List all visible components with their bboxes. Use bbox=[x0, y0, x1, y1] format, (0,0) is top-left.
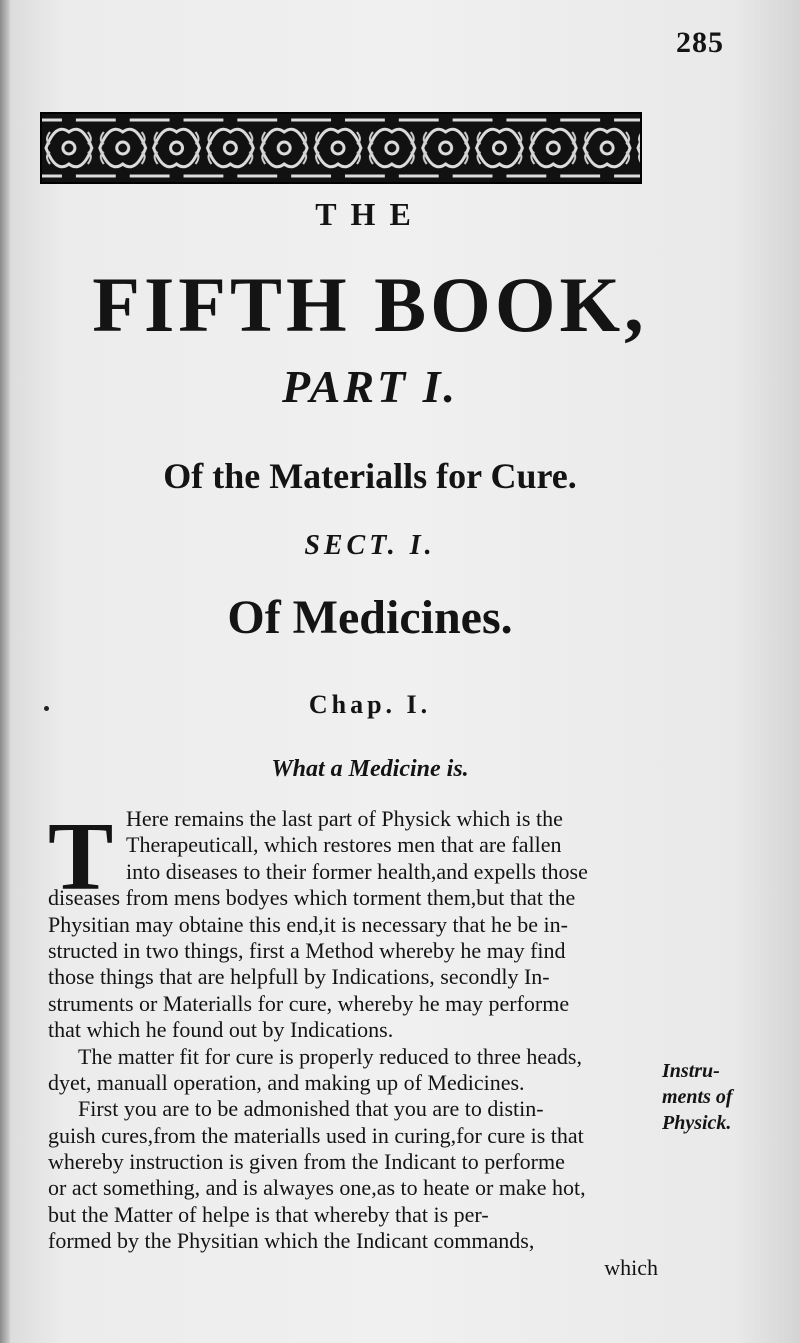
section-heading: SECT. I. bbox=[304, 530, 436, 561]
catchword: which bbox=[604, 1254, 658, 1280]
margin-note bbox=[662, 1058, 762, 1136]
text-line: struments or Materialls for cure, whereby he may performe bbox=[48, 990, 570, 1016]
text-line: diseases from mens bodyes which torment them,but that the bbox=[48, 885, 576, 911]
text-line: guish cures,from the materialls used in curing,for cure is that bbox=[48, 1122, 584, 1148]
text-line: that which he found out by Indications. bbox=[48, 1017, 394, 1043]
chapter-heading: Chap. I. bbox=[308, 690, 432, 719]
text-line: Therapeuticall, which restores men that are fallen bbox=[126, 832, 562, 858]
text-line: whereby instruction is given from the Indicant to performe bbox=[48, 1149, 565, 1175]
text-line: but the Matter of helpe is that whereby that is per- bbox=[48, 1201, 489, 1227]
text-line: The matter fit for cure is properly reduced to three heads, bbox=[78, 1043, 582, 1069]
section-title: Of Medicines. bbox=[227, 591, 513, 644]
heading-the: THE bbox=[315, 196, 425, 232]
margin-note-line: Instru- bbox=[662, 1060, 720, 1082]
text-line: or act something, and is alwayes one,as to heate or make hot, bbox=[48, 1175, 586, 1201]
part-subtitle: Of the Materialls for Cure. bbox=[163, 456, 577, 496]
text-line: structed in two things, first a Method whereby he may find bbox=[48, 937, 566, 963]
text-line: Here remains the last part of Physick which is the bbox=[126, 806, 563, 831]
margin-note-line: Physick. bbox=[662, 1112, 732, 1134]
text-line: First you are to be admonished that you are to distin- bbox=[78, 1096, 544, 1122]
drop-cap: T bbox=[48, 803, 114, 911]
chapter-title: What a Medicine is. bbox=[271, 756, 469, 782]
text-line: formed by the Physitian which the Indicant commands, bbox=[48, 1228, 535, 1254]
page-number: 285 bbox=[676, 26, 724, 59]
text-line: dyet, manuall operation, and making up of Medicines. bbox=[48, 1069, 525, 1095]
part-heading: PART I. bbox=[281, 361, 459, 412]
book-title: FIFTH BOOK, bbox=[92, 261, 648, 348]
text-line: into diseases to their former health,and expells those bbox=[126, 858, 588, 884]
margin-note-line: ments of bbox=[662, 1086, 733, 1108]
text-line: Physitian may obtaine this end,it is necessary that he be in- bbox=[48, 911, 568, 937]
decorative-headpiece bbox=[40, 112, 642, 184]
page-edge-shadow bbox=[0, 0, 10, 1343]
text-line: those things that are helpfull by Indications, secondly In- bbox=[48, 964, 550, 990]
body-text bbox=[48, 803, 658, 1281]
